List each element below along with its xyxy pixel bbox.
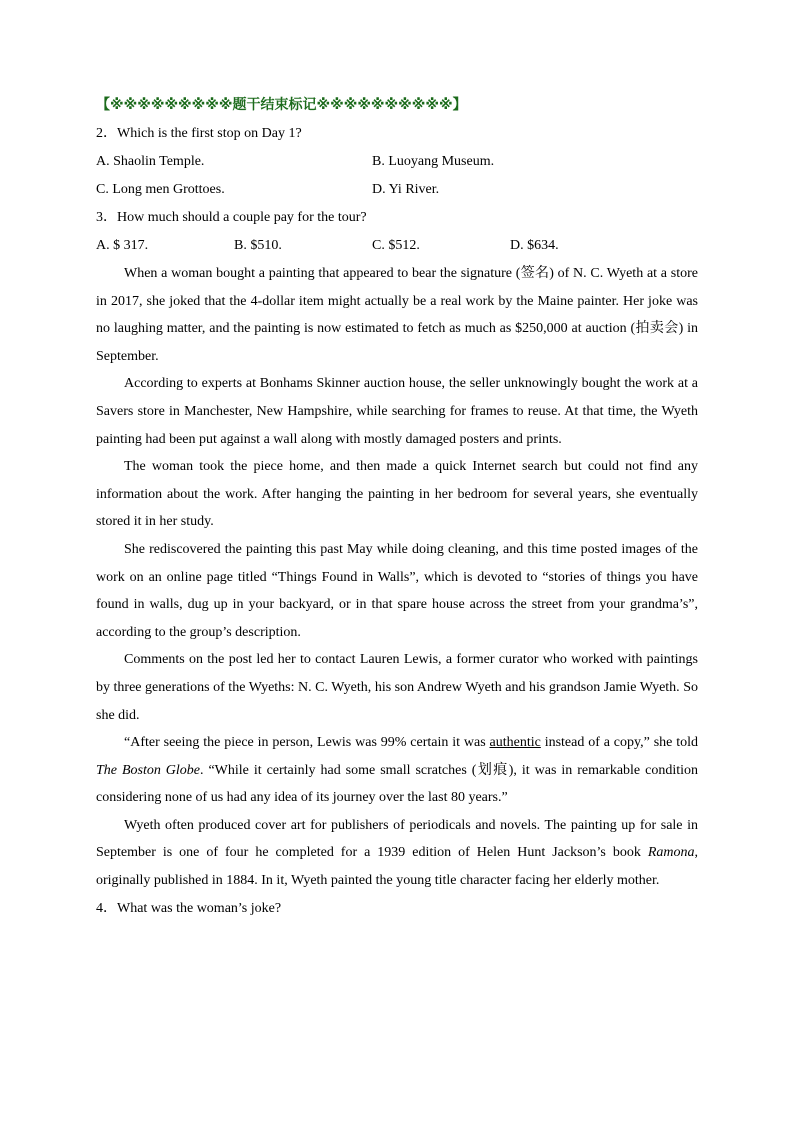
passage-paragraph-6 — [96, 729, 698, 812]
question-4-stem: 4．What was the woman’s joke? — [96, 900, 282, 916]
question-3-options — [96, 232, 698, 260]
passage-paragraph-5: Comments on the post led her to contact Lauren Lewis, a former curator who worked with paintings by three generations of the Wyeths: N. C. Wyeth, his son Andrew Wyeth and his grandson Jamie Wyeth. So she did. — [96, 652, 698, 723]
passage-paragraph-7 — [96, 812, 698, 895]
passage-paragraph-4: She rediscovered the painting this past May while doing cleaning, and this time posted images of the work on an online page titled “Things Found in Walls”, which is devoted to “stories of things you have found in walls, dug up in your backyard, or in that spare house across the street from your grandma’s”, according to the group’s description. — [96, 541, 698, 640]
option-a: A. $ 317. — [96, 238, 149, 253]
stem-end-marker: 【※※※※※※※※※题干结束标记※※※※※※※※※※】 — [96, 97, 467, 113]
paragraph-6-text-b: instead of a copy,” she told — [540, 735, 698, 751]
question-2-stem: 2．Which is the first stop on Day 1? — [96, 126, 302, 141]
question-2-options-row2 — [96, 176, 698, 204]
passage-paragraph-2: According to experts at Bonhams Skinner auction house, the seller unknowingly bought the work at a Savers store in Manchester, New Hampshire, while searching for frames to reuse. At that time, the Wyeth painting had been put against a wall along with mostly damaged posters and prints. — [96, 376, 698, 447]
paragraph-6-text-c: . “While it certainly had some small scratches (划痕), it was in remarkable condition considering none of us had any idea of its journey over the last 80 years.” — [96, 762, 698, 806]
document-page — [96, 92, 698, 923]
option-d: D. Yi River. — [372, 182, 440, 197]
option-b: B. Luoyang Museum. — [372, 154, 495, 169]
paragraph-7-text-a: Wyeth often produced cover art for publishers of periodicals and novels. The painting up for sale in September is one of four he completed for a 1939 edition of Helen Hunt Jackson’s book — [96, 817, 698, 861]
option-c: C. Long men Grottoes. — [96, 182, 225, 197]
option-c: C. $512. — [372, 238, 420, 253]
paragraph-6-text-a: “After seeing the piece in person, Lewis was 99% certain it was — [124, 735, 490, 751]
passage-paragraph-3: The woman took the piece home, and then made a quick Internet search but could not find any information about the work. After hanging the painting in her bedroom for several years, she eventually stored it in her study. — [96, 459, 698, 530]
book-title: Ramona — [647, 845, 695, 861]
option-d: D. $634. — [510, 238, 559, 253]
question-3-stem: 3．How much should a couple pay for the tour? — [96, 210, 367, 225]
option-b: B. $510. — [234, 238, 282, 253]
question-2-options — [96, 148, 698, 176]
option-a: A. Shaolin Temple. — [96, 154, 205, 169]
paragraph-7-text-b: , originally published in 1884. In it, Wyeth painted the young title character facing her elderly mother. — [96, 845, 698, 889]
underlined-word-authentic: authentic — [489, 735, 541, 751]
passage-paragraph-1: When a woman bought a painting that appeared to bear the signature (签名) of N. C. Wyeth at a store in 2017, she joked that the 4-dollar item might actually be a real work by the Maine painter. Her joke was no laughing matter, and the painting is now estimated to fetch as much as $250,000 at auction (拍卖会) in September. — [96, 266, 698, 364]
newspaper-title: The Boston Globe — [96, 762, 201, 778]
